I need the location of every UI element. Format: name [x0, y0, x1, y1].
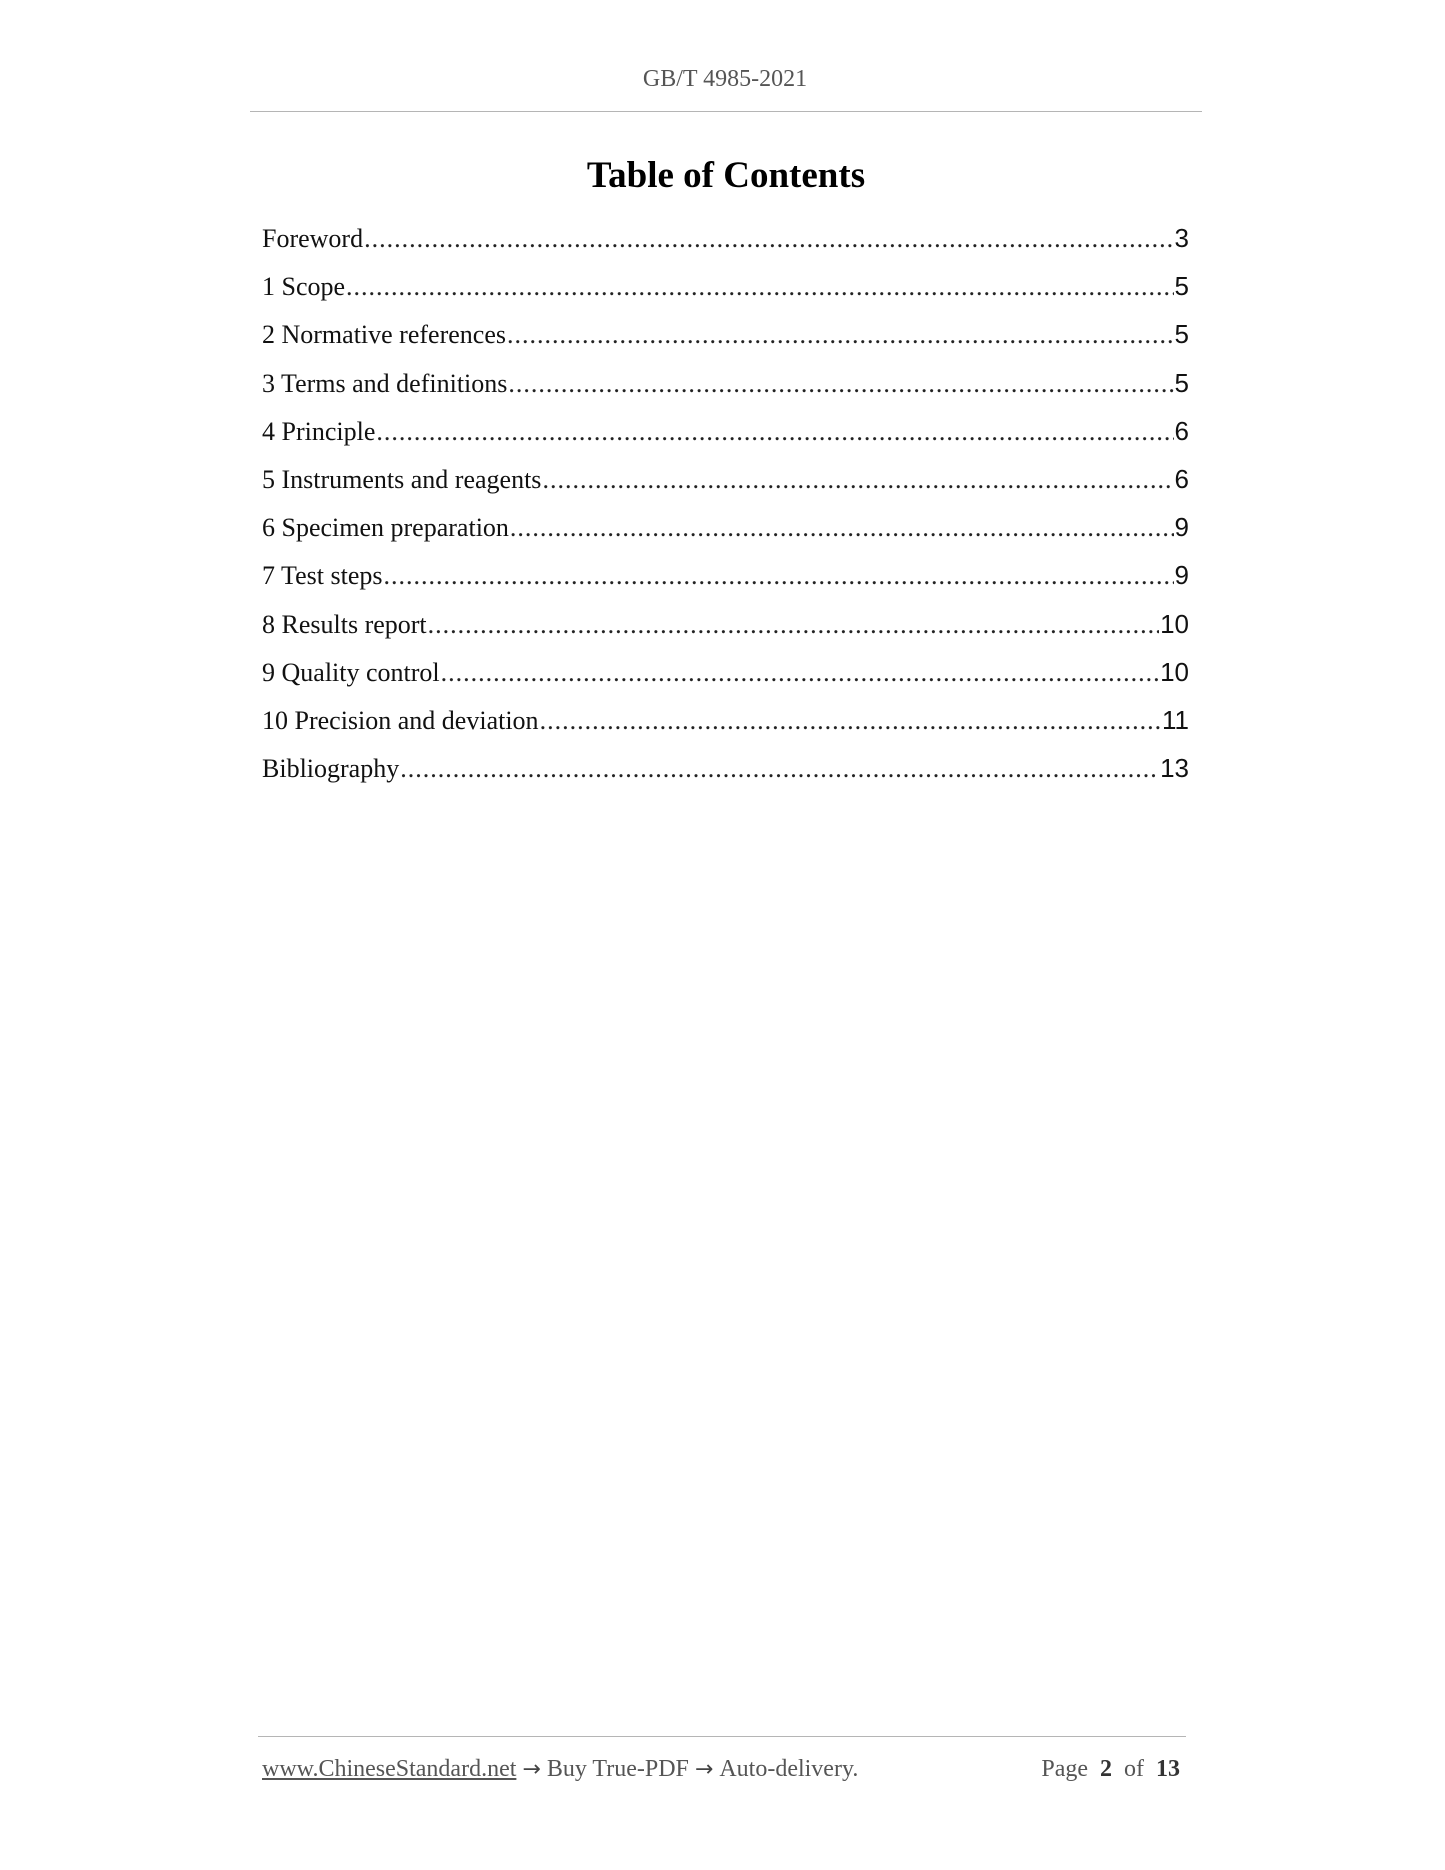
- toc-entry-label: 9 Quality control: [262, 657, 440, 687]
- current-page-number: 2: [1100, 1756, 1112, 1782]
- total-page-number: 13: [1156, 1756, 1180, 1782]
- toc-dot-leader: [376, 417, 1173, 447]
- toc-entry-label: 10 Precision and deviation: [262, 705, 539, 735]
- toc-entry[interactable]: [262, 223, 1189, 271]
- toc-entry-page: 5: [1174, 319, 1189, 350]
- toc-entry-label: 8 Results report: [262, 609, 427, 639]
- toc-dot-leader: [441, 658, 1159, 688]
- toc-dot-leader: [508, 369, 1173, 399]
- toc-entry[interactable]: [262, 368, 1189, 416]
- toc-entry[interactable]: [262, 271, 1189, 319]
- toc-dot-leader: [542, 465, 1173, 495]
- toc-entry-label: 4 Principle: [262, 416, 376, 446]
- toc-entry-page: 13: [1160, 753, 1189, 784]
- toc-dot-leader: [428, 610, 1159, 640]
- footer-website-link[interactable]: www.ChineseStandard.net: [262, 1756, 517, 1782]
- page-header-doc-id: GB/T 4985-2021: [642, 66, 808, 92]
- page-counter: [1035, 1756, 1180, 1783]
- toc-title: Table of Contents: [586, 155, 866, 196]
- toc-entry-page: 10: [1160, 608, 1189, 639]
- toc-dot-leader: [507, 320, 1174, 350]
- footer-divider: [258, 1736, 1186, 1737]
- toc-entry[interactable]: [262, 416, 1189, 464]
- toc-entry-label: 6 Specimen preparation: [262, 513, 509, 543]
- header-divider: [250, 111, 1202, 112]
- right-arrow-icon: →: [522, 1757, 541, 1782]
- toc-entry-page: 5: [1174, 271, 1189, 302]
- toc-dot-leader: [510, 513, 1174, 543]
- toc-dot-leader: [400, 754, 1159, 784]
- toc-entry-page: 11: [1162, 704, 1189, 735]
- toc-entry[interactable]: [262, 753, 1189, 801]
- toc-entry[interactable]: [262, 512, 1189, 560]
- toc-entry[interactable]: [262, 319, 1189, 367]
- toc-entry-page: 6: [1174, 463, 1189, 494]
- toc-entry-page: 10: [1160, 656, 1189, 687]
- toc-entry-page: 9: [1174, 512, 1189, 543]
- toc-entry[interactable]: [262, 609, 1189, 657]
- toc-entry[interactable]: [262, 705, 1189, 753]
- toc-dot-leader: [540, 706, 1161, 736]
- toc-entry-page: 5: [1174, 367, 1189, 398]
- right-arrow-icon: →: [694, 1757, 714, 1782]
- toc-dot-leader: [364, 224, 1173, 254]
- toc-entry-label: Bibliography: [262, 754, 400, 784]
- toc-dot-leader: [383, 561, 1173, 591]
- footer-step-buy: Buy True-PDF: [546, 1756, 689, 1782]
- footer-promo: [262, 1756, 858, 1783]
- toc-entry-page: 9: [1174, 560, 1189, 591]
- toc-entry-page: 3: [1174, 223, 1189, 253]
- of-word: of: [1124, 1756, 1144, 1782]
- toc-entry-label: 3 Terms and definitions: [262, 368, 508, 398]
- toc-entry[interactable]: [262, 464, 1189, 512]
- toc-entry-label: 1 Scope: [262, 272, 346, 302]
- page-footer: [262, 1756, 1180, 1783]
- toc-dot-leader: [346, 272, 1173, 302]
- toc-entry-label: 5 Instruments and reagents: [262, 464, 542, 494]
- toc-entry-label: 7 Test steps: [262, 561, 383, 591]
- toc-entry-label: Foreword: [262, 224, 364, 253]
- toc-list: [262, 223, 1189, 801]
- page-word: Page: [1041, 1756, 1088, 1782]
- toc-entry-page: 6: [1174, 415, 1189, 446]
- toc-entry[interactable]: [262, 657, 1189, 705]
- toc-entry[interactable]: [262, 560, 1189, 608]
- toc-entry-label: 2 Normative references: [262, 320, 506, 350]
- footer-step-delivery: Auto-delivery.: [719, 1756, 859, 1782]
